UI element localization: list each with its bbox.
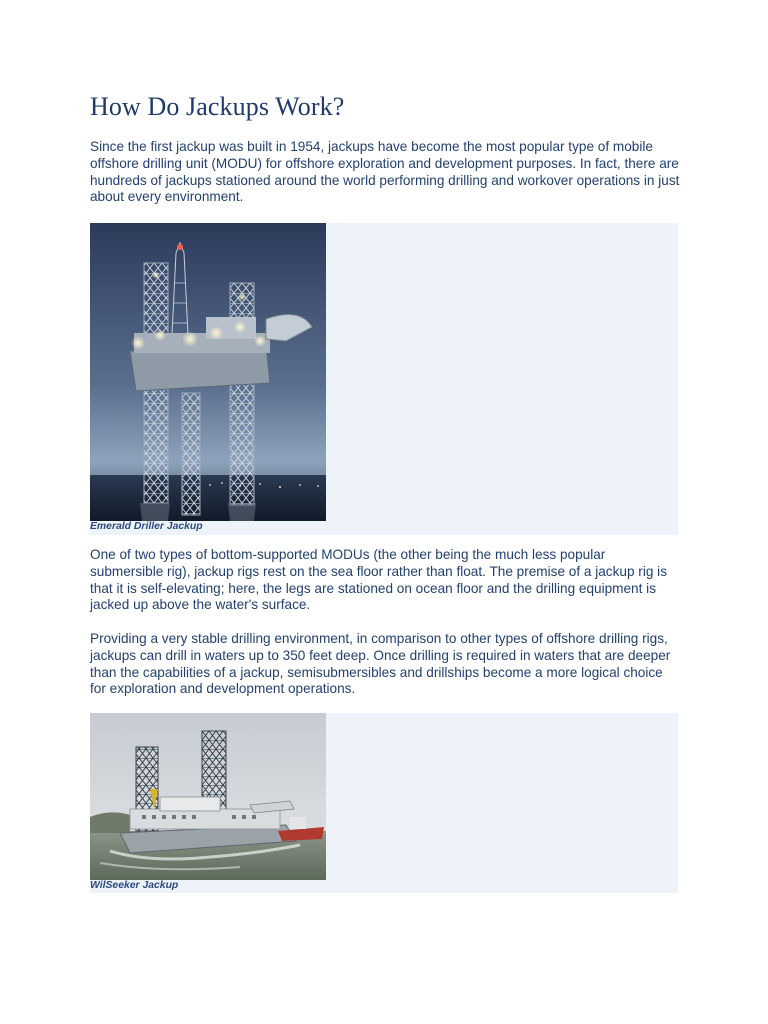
page-title: How Do Jackups Work? — [90, 92, 345, 121]
body-paragraph: Providing a very stable drilling environment, in comparison to other types of offshore drilling rigs, jackups can drill in waters up to 350 feet deep. Once drilling is required in waters that are deeper than the capabilities of a jackup, semisubmersibles and drillships become a more logical choice for exploration and development operations. — [90, 631, 671, 697]
figure-emerald-driller — [90, 223, 678, 535]
night-jackup-rig-photo — [90, 223, 326, 521]
figure-caption: Emerald Driller Jackup — [90, 521, 203, 532]
body-paragraph: One of two types of bottom-supported MODUs (the other being the much less popular submersible rig), jackup rigs rest on the sea floor rather than float. The premise of a jackup rig is that it is self-elevating; here, the legs are stationed on ocean floor and the drilling equipment is jacked up above the water's surface. — [90, 547, 667, 613]
intro-paragraph: Since the first jackup was built in 1954, jackups have become the most popular type of mobile offshore drilling unit (MODU) for offshore exploration and development purposes. In fact, there are hundreds of jackups stationed around the world performing drilling and workover operations in just about every environment. — [90, 139, 680, 205]
figure-wilseeker — [90, 713, 678, 893]
figure-caption: WilSeeker Jackup — [90, 880, 179, 891]
jackup-rig-under-tow-photo — [90, 713, 326, 880]
